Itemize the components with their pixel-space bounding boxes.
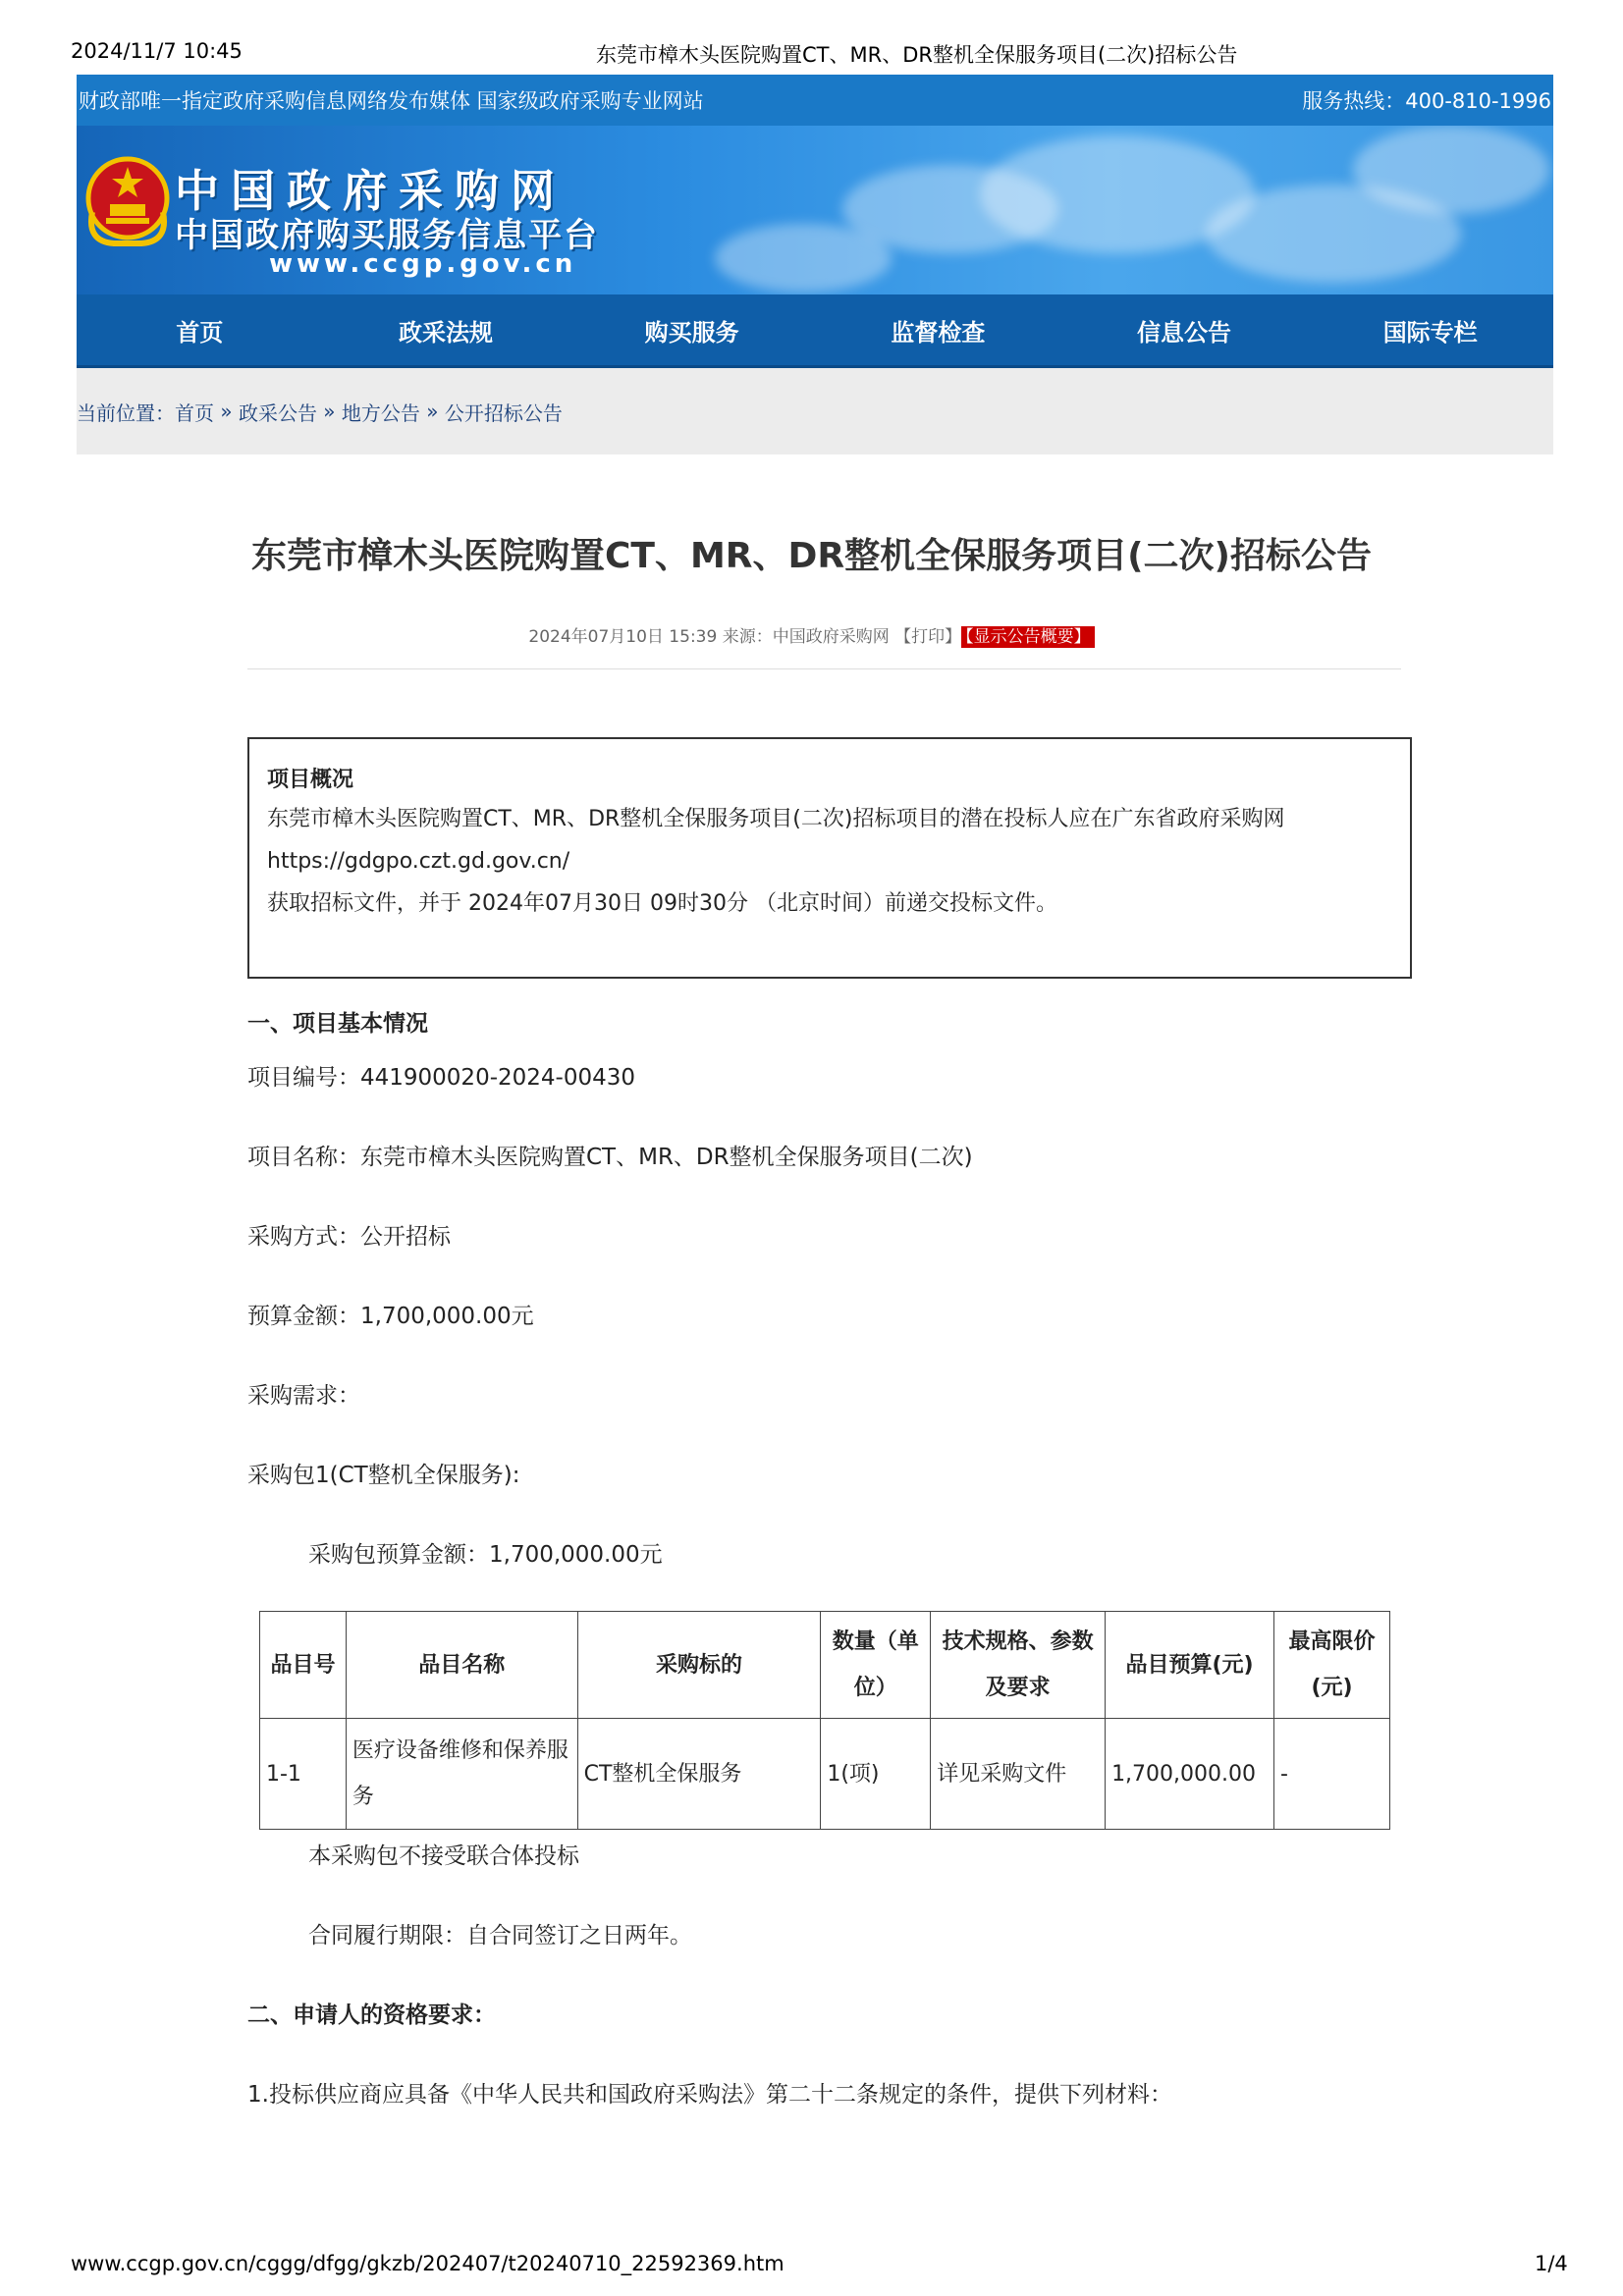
show-summary-button[interactable]: 【显示公告概要】: [961, 626, 1095, 648]
logo-subtitle: 中国政府购买服务信息平台: [175, 216, 599, 255]
logo-url: www.ccgp.gov.cn: [269, 249, 577, 279]
breadcrumb-separator: »: [316, 400, 342, 423]
table-cell: 1(项): [821, 1719, 931, 1830]
table-header: 技术规格、参数及要求: [931, 1612, 1106, 1719]
budget-amount: 预算金额：1,700,000.00元: [247, 1304, 534, 1329]
print-doc-title: 东莞市樟木头医院购置CT、MR、DR整机全保服务项目(二次)招标公告: [596, 43, 1238, 67]
banner: [77, 126, 1553, 294]
article-meta: [0, 622, 1623, 647]
top-bar: [77, 75, 1553, 126]
package-budget: 采购包预算金额：1,700,000.00元: [308, 1542, 663, 1568]
table-cell: -: [1274, 1719, 1390, 1830]
table-header: 数量（单位）: [821, 1612, 931, 1719]
logo-title: 中国政府采购网: [175, 165, 568, 217]
print-page-number: 1/4: [1535, 2252, 1568, 2275]
nav-international[interactable]: 国际专栏: [1382, 318, 1478, 347]
national-emblem-icon: [84, 153, 171, 251]
nav-regulations[interactable]: 政采法规: [399, 318, 493, 347]
print-header: [0, 0, 1623, 69]
table-cell: 详见采购文件: [931, 1719, 1106, 1830]
nav-announcements[interactable]: 信息公告: [1137, 318, 1232, 347]
package-title: 采购包1(CT整机全保服务):: [247, 1463, 520, 1488]
nav-home[interactable]: 首页: [176, 318, 224, 347]
table-header: 采购标的: [577, 1612, 821, 1719]
breadcrumb-open-tender[interactable]: 公开招标公告: [444, 400, 563, 425]
top-bar-slogan: 财政部唯一指定政府采购信息网络发布媒体 国家级政府采购专业网站: [79, 89, 704, 113]
table-header: 品目号: [260, 1612, 347, 1719]
article-meta-text: 2024年07月10日 15:39 来源：中国政府采购网 【打印】: [528, 627, 962, 647]
procurement-demand: 采购需求：: [247, 1383, 360, 1409]
project-number: 项目编号：441900020-2024-00430: [247, 1065, 635, 1091]
items-table: [259, 1611, 1390, 1830]
table-row: [260, 1719, 1390, 1830]
nav-purchase-services[interactable]: 购买服务: [644, 318, 739, 347]
table-header-row: [260, 1612, 1390, 1719]
procurement-method: 采购方式：公开招标: [247, 1224, 451, 1250]
breadcrumb-separator: »: [214, 400, 239, 423]
print-footer-url: www.ccgp.gov.cn/cggg/dfgg/gkzb/202407/t20240710_22592369.htm: [71, 2252, 784, 2275]
table-cell: 医疗设备维修和保养服务: [346, 1719, 577, 1830]
table-header: 品目名称: [346, 1612, 577, 1719]
section-2-heading: 二、申请人的资格要求：: [247, 2002, 496, 2028]
breadcrumb-separator: »: [419, 400, 445, 423]
project-overview-box: [247, 737, 1412, 979]
project-name: 项目名称：东莞市樟木头医院购置CT、MR、DR整机全保服务项目(二次): [247, 1145, 973, 1170]
overview-url[interactable]: https://gdgpo.czt.gd.gov.cn/: [267, 849, 570, 874]
nav-supervision[interactable]: 监督检查: [891, 318, 986, 347]
contract-period: 合同履行期限：自合同签订之日两年。: [308, 1923, 692, 1949]
site-header: [77, 75, 1553, 454]
table-cell: 1,700,000.00: [1106, 1719, 1274, 1830]
overview-line-3: 获取招标文件，并于 2024年07月30日 09时30分 （北京时间）前递交投标文件。: [267, 891, 1057, 916]
breadcrumb-procurement-notices[interactable]: 政采公告: [238, 400, 317, 425]
section-1-heading: 一、项目基本情况: [247, 1011, 428, 1037]
print-timestamp: 2024/11/7 10:45: [71, 39, 243, 63]
qualification-line-1: 1.投标供应商应具备《中华人民共和国政府采购法》第二十二条规定的条件，提供下列材料：: [247, 2082, 1172, 2108]
main-nav: [77, 294, 1553, 368]
no-consortium-note: 本采购包不接受联合体投标: [308, 1843, 579, 1869]
service-hotline: 服务热线：400-810-1996: [1302, 89, 1551, 113]
overview-title: 项目概况: [267, 768, 354, 792]
table-cell: CT整机全保服务: [577, 1719, 821, 1830]
table-header: 最高限价(元): [1274, 1612, 1390, 1719]
table-cell: 1-1: [260, 1719, 347, 1830]
divider: [247, 668, 1401, 669]
breadcrumb: [77, 368, 1553, 454]
breadcrumb-home[interactable]: 首页: [175, 400, 214, 425]
table-header: 品目预算(元): [1106, 1612, 1274, 1719]
breadcrumb-prefix: 当前位置：: [77, 400, 175, 425]
page-title: 东莞市樟木头医院购置CT、MR、DR整机全保服务项目(二次)招标公告: [250, 536, 1373, 576]
overview-line-1: 东莞市樟木头医院购置CT、MR、DR整机全保服务项目(二次)招标项目的潜在投标人应在广东省政府采购网: [267, 807, 1285, 831]
breadcrumb-local-notices[interactable]: 地方公告: [341, 400, 420, 425]
